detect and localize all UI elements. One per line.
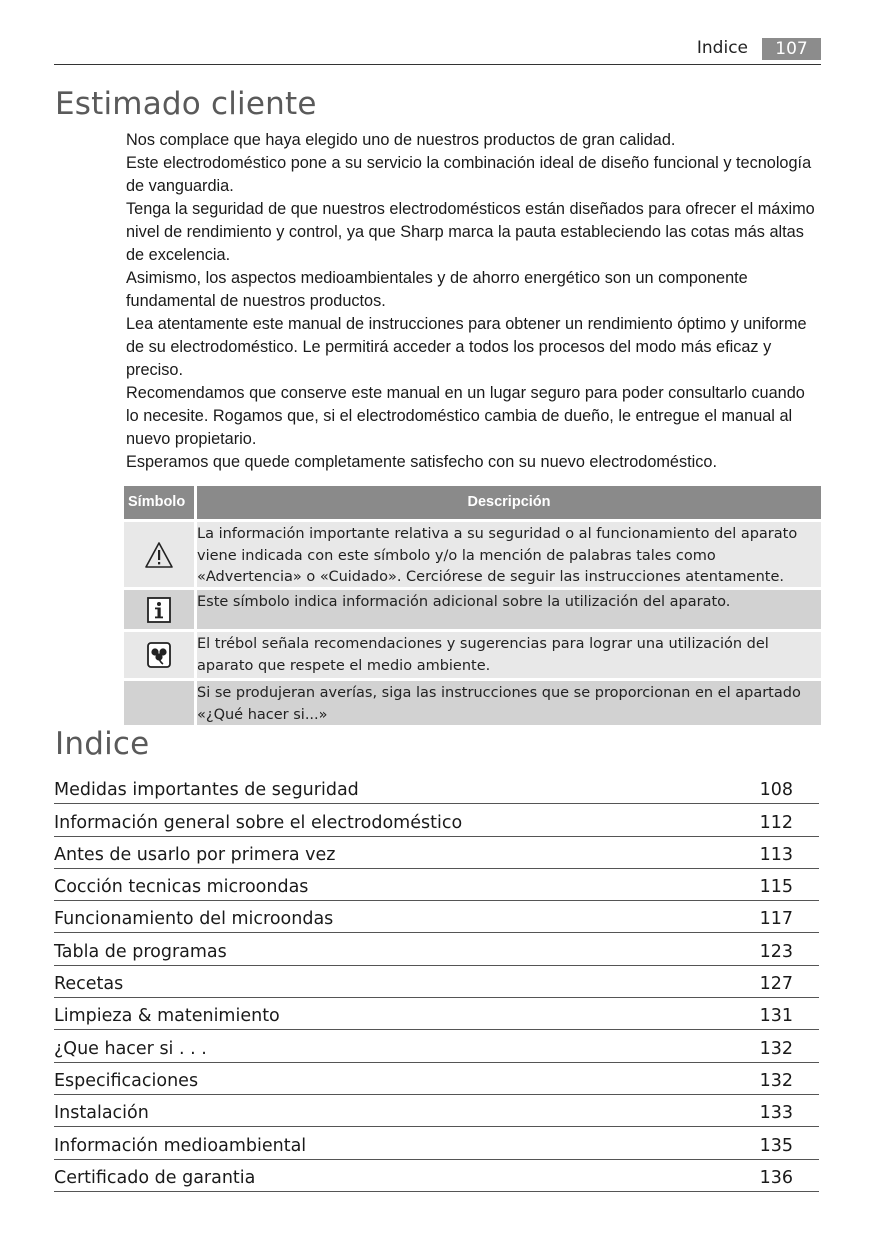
toc-entry-label: Certificado de garantia bbox=[54, 1167, 256, 1188]
toc-entry[interactable] bbox=[54, 1095, 819, 1127]
welcome-paragraph: Recomendamos que conserve este manual en un lugar seguro para poder consultarlo cuando lo necesite. Rogamos que, si el electrodoméstico cambia de dueño, le entregue el manual al nuevo propietario. bbox=[126, 384, 805, 448]
toc-entry-page: 136 bbox=[759, 1167, 793, 1188]
toc-entry-page: 135 bbox=[759, 1135, 793, 1156]
toc-entry[interactable] bbox=[54, 837, 819, 869]
toc-entry[interactable] bbox=[54, 1030, 819, 1062]
toc-entry-page: 132 bbox=[759, 1070, 793, 1091]
header-description: Descripción bbox=[197, 486, 821, 519]
toc-entry-label: Instalación bbox=[54, 1103, 149, 1124]
symbols-table bbox=[124, 486, 821, 725]
symbol-cell bbox=[124, 590, 194, 629]
symbol-description: Si se produjeran averías, siga las instrucciones que se proporcionan en el apartado «¿Qué hacer si...» bbox=[197, 681, 821, 725]
toc-entry-page: 113 bbox=[759, 844, 793, 865]
symbol-description: La información importante relativa a su seguridad o al funcionamiento del aparato viene indicada con este símbolo y/o la mención de palabras tales como «Advertencia» o «Cuidado». Cerciórese de seguir las instrucciones atentamente. bbox=[197, 522, 821, 587]
toc-entry-label: Información general sobre el electrodoméstico bbox=[54, 812, 463, 833]
toc-entry-page: 112 bbox=[759, 812, 793, 833]
toc-entry[interactable] bbox=[54, 933, 819, 965]
symbol-description: El trébol señala recomendaciones y sugerencias para lograr una utilización del aparato que respete el medio ambiente. bbox=[197, 632, 821, 678]
welcome-paragraph: Este electrodoméstico pone a su servicio la combinación ideal de diseño funcional y tecnología de vanguardia. bbox=[126, 154, 812, 195]
toc-entry[interactable] bbox=[54, 901, 819, 933]
welcome-text bbox=[126, 129, 821, 474]
warning-triangle-icon bbox=[144, 541, 174, 569]
symbol-row-faults bbox=[124, 681, 821, 725]
toc-entry-label: Funcionamiento del microondas bbox=[54, 909, 334, 930]
toc-entry-page: 115 bbox=[759, 877, 793, 898]
clover-icon bbox=[146, 641, 172, 669]
symbol-cell bbox=[124, 632, 194, 678]
toc-entry-label: Información medioambiental bbox=[54, 1135, 307, 1156]
toc-entry[interactable] bbox=[54, 1063, 819, 1095]
toc-entry-page: 123 bbox=[759, 941, 793, 962]
toc-entry[interactable] bbox=[54, 804, 819, 836]
info-icon bbox=[146, 596, 172, 624]
index-title: Indice bbox=[55, 726, 150, 762]
toc-entry[interactable] bbox=[54, 966, 819, 998]
symbol-cell bbox=[124, 681, 194, 725]
toc-entry-page: 133 bbox=[759, 1103, 793, 1124]
toc-entry[interactable] bbox=[54, 998, 819, 1030]
toc-entry-page: 132 bbox=[759, 1038, 793, 1059]
header-section-label: Indice bbox=[696, 38, 748, 58]
symbol-description: Este símbolo indica información adicional sobre la utilización del aparato. bbox=[197, 590, 821, 629]
toc-entry-label: Antes de usarlo por primera vez bbox=[54, 844, 336, 865]
toc-entry-label: Cocción tecnicas microondas bbox=[54, 877, 309, 898]
toc-entry-label: Tabla de programas bbox=[54, 941, 227, 962]
welcome-paragraph: Tenga la seguridad de que nuestros electrodomésticos están diseñados para ofrecer el máximo nivel de rendimiento y control, ya que Sharp marca la pauta estableciendo las cotas más altas de excelencia. bbox=[126, 200, 815, 264]
toc-entry[interactable] bbox=[54, 1160, 819, 1192]
header-symbol: Símbolo bbox=[124, 486, 194, 519]
toc-entry[interactable] bbox=[54, 869, 819, 901]
toc-entry-page: 108 bbox=[759, 780, 793, 801]
toc-entry-label: Especificaciones bbox=[54, 1070, 199, 1091]
symbol-row-info bbox=[124, 590, 821, 629]
toc-entry-label: ¿Que hacer si . . . bbox=[54, 1038, 207, 1059]
toc-entry-page: 131 bbox=[759, 1006, 793, 1027]
symbol-row-warning bbox=[124, 522, 821, 587]
welcome-paragraph: Asimismo, los aspectos medioambientales y de ahorro energético son un componente fundamental de nuestros productos. bbox=[126, 269, 748, 310]
welcome-title: Estimado cliente bbox=[55, 86, 317, 122]
welcome-paragraph: Esperamos que quede completamente satisfecho con su nuevo electrodoméstico. bbox=[126, 453, 717, 471]
header-page-number: 107 bbox=[762, 38, 821, 60]
symbols-table-header bbox=[124, 486, 821, 519]
toc-entry-label: Limpieza & matenimiento bbox=[54, 1006, 280, 1027]
welcome-paragraph: Nos complace que haya elegido uno de nuestros productos de gran calidad. bbox=[126, 131, 676, 149]
symbol-row-clover bbox=[124, 632, 821, 678]
table-of-contents bbox=[54, 772, 819, 1192]
toc-entry[interactable] bbox=[54, 1127, 819, 1159]
toc-entry-page: 117 bbox=[759, 909, 793, 930]
toc-entry-label: Recetas bbox=[54, 974, 124, 995]
page-header bbox=[54, 36, 821, 65]
toc-entry-page: 127 bbox=[759, 974, 793, 995]
welcome-paragraph: Lea atentamente este manual de instrucciones para obtener un rendimiento óptimo y uniforme de su electrodoméstico. Le permitirá acceder a todos los procesos del modo más eficaz y preciso. bbox=[126, 315, 807, 379]
toc-entry[interactable] bbox=[54, 772, 819, 804]
symbol-cell bbox=[124, 522, 194, 587]
toc-entry-label: Medidas importantes de seguridad bbox=[54, 780, 359, 801]
